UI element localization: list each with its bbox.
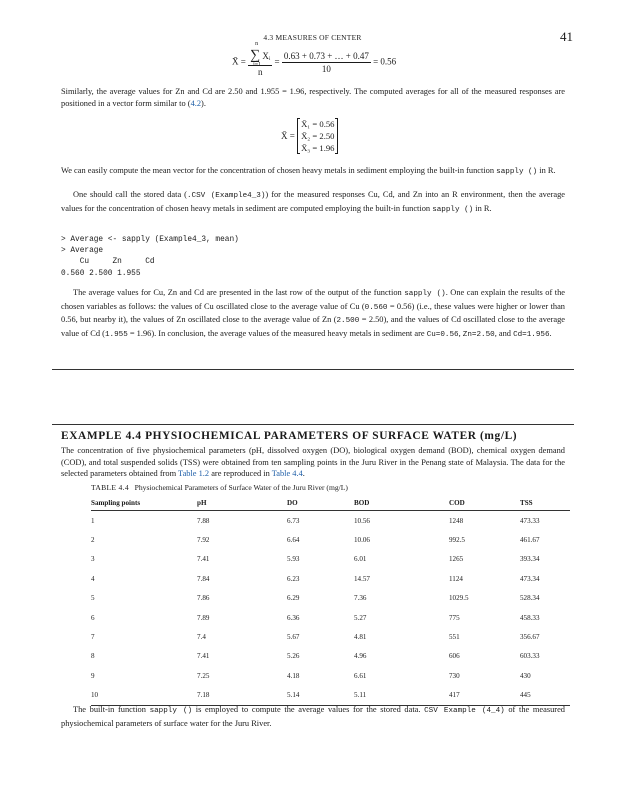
- sum-fraction: [248, 41, 272, 77]
- running-head: 4.3 MEASURES OF CENTER: [263, 33, 362, 42]
- table-cell: 5.26: [287, 652, 300, 661]
- vector-equation: [281, 118, 338, 154]
- table-cell: 528.34: [520, 594, 540, 603]
- table-cell: 5.27: [354, 613, 367, 622]
- equation-ref-link[interactable]: 4.2: [190, 98, 202, 108]
- para4-text: .: [549, 328, 552, 338]
- table-cell: 6.23: [287, 574, 300, 583]
- sapply-code: sapply (): [496, 168, 538, 176]
- table-caption: [91, 483, 348, 492]
- table-cell: 1265: [449, 555, 464, 564]
- table-cell: 6.01: [354, 555, 367, 564]
- table-cell: 7.84: [197, 574, 210, 583]
- table-row: [91, 589, 570, 608]
- table-4-4-link[interactable]: Table 4.4: [271, 469, 303, 479]
- paragraph-call-data: [61, 189, 565, 216]
- vector-row: X̄₁ = 0.56: [301, 119, 335, 129]
- table-cell: 356.67: [520, 633, 540, 642]
- console-line: Cu Zn Cd: [61, 258, 155, 267]
- table-cell: 430: [520, 671, 531, 680]
- para4-text: ,: [458, 328, 463, 338]
- table-cell: 603.33: [520, 652, 540, 661]
- header-bod: BOD: [354, 497, 449, 511]
- sum-lower: i=1: [253, 62, 262, 68]
- table-cell: 473.33: [520, 516, 540, 525]
- table-cell: 4.96: [354, 652, 367, 661]
- para4-text: = 2.50), and the values of Cd oscillated close to the average value of Cd (: [61, 315, 566, 338]
- table-cell: 4: [91, 574, 95, 583]
- example-title: EXAMPLE 4.4 PHYSIOCHEMICAL PARAMETERS OF SURFACE WATER (mg/L): [61, 430, 518, 442]
- paragraph-mean-vector: [61, 165, 565, 179]
- r-console-output: [61, 235, 239, 280]
- data-table: [91, 497, 570, 706]
- example-top-rule: [52, 424, 574, 425]
- values-denominator: 10: [321, 64, 331, 74]
- mean-result: = 0.56: [373, 56, 397, 67]
- para3-text-a: One should call the stored data (: [73, 190, 187, 199]
- divider: [52, 369, 574, 370]
- table-row: [91, 569, 570, 588]
- table-cell: 551: [449, 633, 460, 642]
- table-cell: 7: [91, 633, 95, 642]
- table-cell: 393.34: [520, 555, 540, 564]
- paragraph-example-intro: [61, 445, 565, 480]
- page-number: 41: [560, 29, 573, 44]
- table-cell: 7.4: [197, 633, 206, 642]
- table-cell: 7.41: [197, 555, 210, 564]
- para4-text: The average values for Cu, Zn and Cd are presented in the last row of the output of the function: [73, 288, 405, 297]
- table-cell: 4.18: [287, 671, 300, 680]
- table-cell: 5.11: [354, 686, 449, 706]
- table-header-row: [91, 497, 570, 511]
- csv-code: CSV Example (4_4): [424, 707, 505, 715]
- para3-text-c: in R.: [473, 203, 492, 213]
- table-cell: 4.81: [354, 633, 367, 642]
- table-cell: 5.67: [287, 633, 300, 642]
- table-cell: 458.33: [520, 613, 540, 622]
- table-cell: 6: [91, 613, 95, 622]
- paragraph-similarly: [61, 86, 565, 109]
- table-cell: 7.41: [197, 652, 210, 661]
- table-cell: 606: [449, 652, 460, 661]
- sapply-code: sapply (): [404, 290, 446, 298]
- table-cell: 7.92: [197, 536, 210, 545]
- sum-term: Xᵢ: [262, 51, 271, 61]
- inline-code: Zn=2.50: [462, 330, 495, 339]
- header-ph: pH: [197, 497, 287, 511]
- example-text-b: are reproduced in: [209, 469, 272, 479]
- table-cell: 473.34: [520, 574, 540, 583]
- table-cell: 5.93: [287, 555, 300, 564]
- table-cell: 7.88: [197, 516, 210, 525]
- table-cell: 417: [449, 686, 520, 706]
- table-row: [91, 666, 570, 685]
- equals-sign: =: [274, 56, 280, 67]
- para1-text-a: Similarly, the average values for Zn and Cd are 2.50 and 1.955 = 1.96, respectively. The computed averages for all of the measured responses are positioned in a vector form similar to (: [61, 87, 565, 108]
- mean-equation: [232, 41, 397, 77]
- table-label: TABLE 4.4: [91, 483, 129, 492]
- table-cell: 6.61: [354, 671, 367, 680]
- para3-text-b: ) for the measured responses Cu, Cd, and Zn into an R environment, then the average values for the concentration of chosen heavy metals in sediment are computed employing the built-in function: [61, 190, 565, 213]
- inline-code: 0.560: [364, 303, 388, 312]
- header-sampling-points: Sampling points: [91, 497, 197, 511]
- paragraph-builtin-function: [61, 704, 565, 729]
- table-caption-text: Physiochemical Parameters of Surface Water of the Juru River (mg/L): [134, 483, 348, 492]
- table-row: [91, 511, 570, 531]
- console-line: > Average: [61, 247, 104, 256]
- table-cell: 730: [449, 671, 460, 680]
- values-fraction: [282, 51, 371, 74]
- table-cell: 5.14: [287, 686, 354, 706]
- inline-code: Cu=0.56: [426, 330, 459, 339]
- table-cell: 992.5: [449, 536, 465, 545]
- table-body: [91, 511, 570, 706]
- paragraph-average-values: [61, 287, 565, 341]
- para5-text: is employed to compute the average values for the stored data.: [192, 705, 425, 714]
- console-line: > Average <- sapply (Example4_3, mean): [61, 236, 239, 244]
- table-cell: 9: [91, 671, 95, 680]
- sum-upper: n: [255, 41, 259, 47]
- table-cell: 1248: [449, 516, 464, 525]
- table-row: [91, 627, 570, 646]
- vector-row: X̄₂ = 2.50: [301, 131, 335, 141]
- header-cod: COD: [449, 497, 520, 511]
- para4-text: = 0.56) (i.e., these values were higher or lower than 0.56, but nearby it), the values of Zn oscillated close to the average value of Zn (: [61, 301, 565, 325]
- table-cell: 7.89: [197, 613, 210, 622]
- table-cell: 14.57: [354, 574, 370, 583]
- para2-text-b: in R.: [537, 166, 556, 175]
- console-line: 0.560 2.500 1.955: [61, 269, 141, 278]
- sapply-code: sapply (): [149, 707, 193, 715]
- sum-symbol: ∑: [250, 48, 261, 63]
- table-cell: 7.36: [354, 594, 367, 603]
- header-tss: TSS: [520, 497, 570, 511]
- csv-code: .CSV (Example4_3): [186, 192, 266, 200]
- table-row: [91, 550, 570, 569]
- table-cell: 8: [91, 652, 95, 661]
- table-cell: 461.67: [520, 536, 540, 545]
- table-cell: 6.64: [287, 536, 300, 545]
- table-cell: 10: [91, 686, 197, 706]
- table-cell: 10.06: [354, 536, 370, 545]
- inline-code: 2.500: [336, 317, 360, 326]
- table-cell: 1029.5: [449, 594, 469, 603]
- table-row: [91, 530, 570, 549]
- table-row: [91, 686, 570, 706]
- mean-lhs: X̄ =: [232, 56, 246, 67]
- table-cell: 7.25: [197, 671, 210, 680]
- sapply-code: sapply (): [432, 205, 474, 214]
- vector-row: X̄₃ = 1.96: [301, 143, 335, 153]
- inline-code: Cd=1.956: [513, 330, 550, 339]
- table-cell: 6.73: [287, 516, 300, 525]
- table-1-2-link[interactable]: Table 1.2: [178, 469, 210, 479]
- para4-text: . One can explain the results of the chosen variables as follows: the values of Cu oscillated close to the average value of Cu (: [61, 288, 565, 311]
- para1-text-b: ).: [201, 98, 206, 108]
- table-cell: 445: [520, 686, 570, 706]
- table-cell: 10.56: [354, 516, 370, 525]
- table-cell: 1: [91, 516, 95, 525]
- example-text-c: .: [302, 469, 305, 479]
- table-cell: 775: [449, 613, 460, 622]
- sum-denominator: n: [257, 67, 263, 77]
- vector-matrix: [297, 118, 338, 154]
- para4-text: = 1.96). In conclusion, the average values of the measured heavy metals in sediment are: [127, 328, 427, 338]
- example-text-a: The concentration of five physiochemical parameters (pH, dissolved oxygen (DO), biological oxygen demand (BOD), chemical oxygen demand (COD), and total suspended solids (TSS) were obtained from ten sampling points in the Juru River in the Penang state of Malaysia. The data for the selected parameters obtained from: [61, 446, 565, 479]
- table-cell: 7.18: [197, 686, 287, 706]
- table-row: [91, 647, 570, 666]
- table-cell: 1124: [449, 574, 463, 583]
- table-cell: 3: [91, 555, 95, 564]
- para2-text-a: We can easily compute the mean vector for the concentration of chosen heavy metals in sediment employing the built-in function: [61, 166, 497, 175]
- table-row: [91, 608, 570, 627]
- para4-text: , and: [494, 328, 514, 338]
- table-cell: 6.36: [287, 613, 300, 622]
- para5-text: of the measured physiochemical parameters of surface water for the Juru River.: [61, 705, 565, 728]
- para5-text: The built-in function: [73, 705, 150, 714]
- inline-code: 1.955: [104, 330, 128, 339]
- header-do: DO: [287, 497, 354, 511]
- values-numerator: 0.63 + 0.73 + … + 0.47: [283, 51, 369, 61]
- table-cell: 7.86: [197, 594, 210, 603]
- table-cell: 5: [91, 594, 95, 603]
- vector-lhs: X̄ =: [281, 131, 295, 141]
- table-cell: 2: [91, 536, 95, 545]
- table-cell: 6.29: [287, 594, 300, 603]
